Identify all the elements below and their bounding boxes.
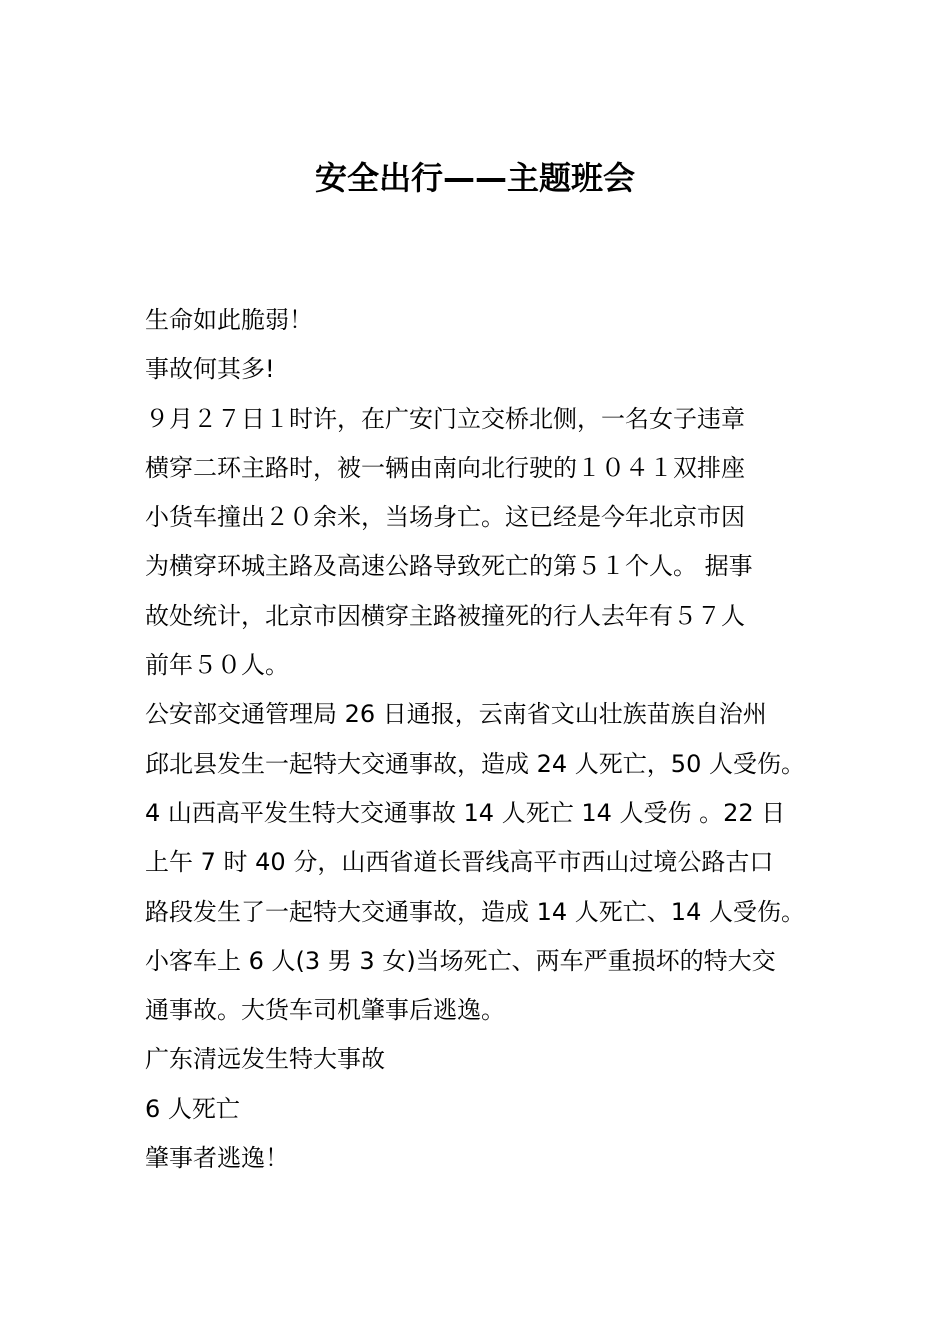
- body-line: 小客车上 6 人(3 男 3 女)当场死亡、两车严重损坏的特大交: [145, 946, 776, 975]
- document-body: [145, 296, 825, 1183]
- body-line: 广东清远发生特大事故: [145, 1045, 385, 1074]
- body-line: 为横穿环城主路及高速公路导致死亡的第５１个人。 据事: [145, 552, 753, 581]
- body-line: 通事故。大货车司机肇事后逃逸。: [145, 996, 505, 1025]
- body-line: 邱北县发生一起特大交通事故，造成 24 人死亡，50 人受伤。: [145, 749, 805, 778]
- body-line: 故处统计，北京市因横穿主路被撞死的行人去年有５７人: [145, 601, 745, 630]
- body-line: 4 山西高平发生特大交通事故 14 人死亡 14 人受伤 。22 日: [145, 798, 786, 827]
- body-line: 事故何其多!: [145, 355, 275, 384]
- body-line: 路段发生了一起特大交通事故，造成 14 人死亡、14 人受伤。: [145, 897, 805, 926]
- body-line: ９月２７日１时许，在广安门立交桥北侧，一名女子违章: [145, 404, 745, 433]
- body-line: 横穿二环主路时，被一辆由南向北行驶的１０４１双排座: [145, 453, 745, 482]
- body-line: 公安部交通管理局 26 日通报，云南省文山壮族苗族自治州: [145, 700, 767, 729]
- body-line: 小货车撞出２０余米，当场身亡。这已经是今年北京市因: [145, 503, 745, 532]
- body-line: 6 人死亡: [145, 1094, 240, 1123]
- body-line: 上午 7 时 40 分，山西省道长晋线高平市西山过境公路古口: [145, 848, 774, 877]
- body-line: 前年５０人。: [145, 651, 289, 680]
- body-line: 肇事者逃逸！: [145, 1144, 289, 1173]
- body-line: 生命如此脆弱！: [145, 306, 313, 334]
- document-title: 安全出行——主题班会: [314, 159, 635, 197]
